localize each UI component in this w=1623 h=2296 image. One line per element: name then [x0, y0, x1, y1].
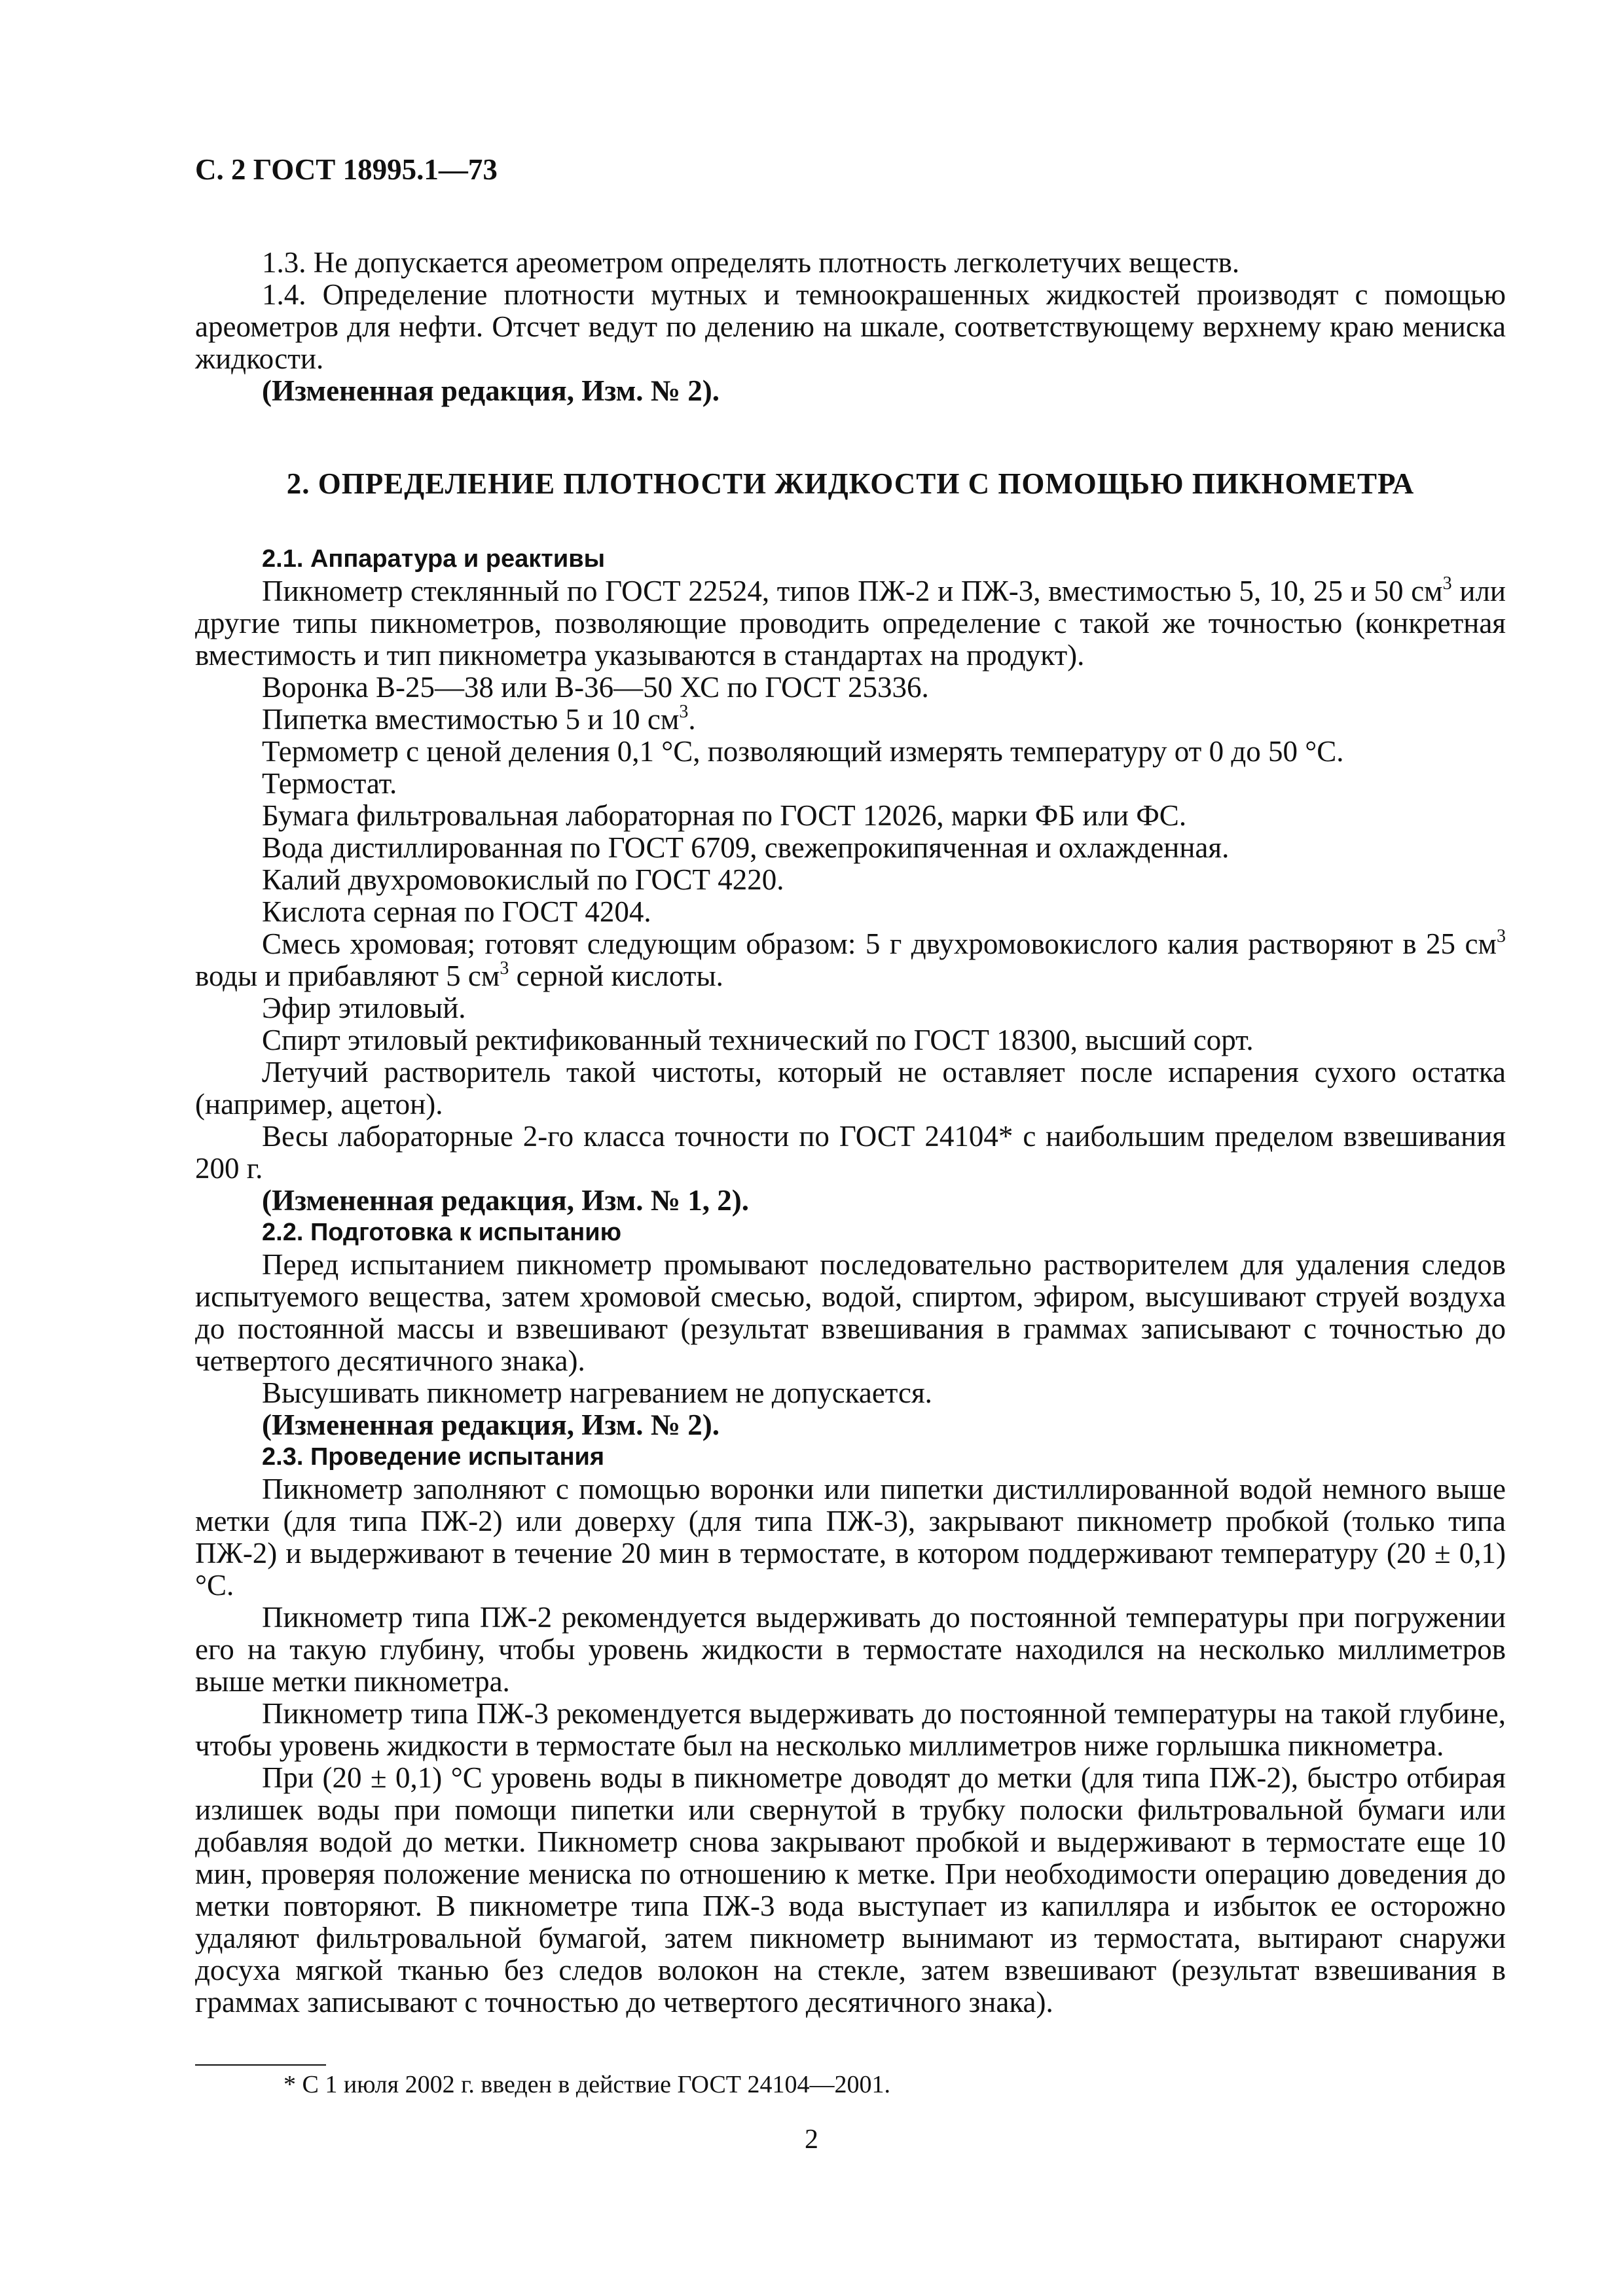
potassium-item: Калий двухромовокислый по ГОСТ 4220.	[262, 863, 784, 896]
procedure-paragraph: При (20 ± 0,1) °С уровень воды в пикнометре доводят до метки (для типа ПЖ-2), быстро отбирая излишек воды при помощи пипетки или свернутой в трубку полоски фильтровальной бумаги или добавляя водой до метки. Пикнометр снова закрывают пробкой и выдерживают в термостате еще 10 мин, проверяя положение мениска по отношению к метке. При необходимости операцию доведения до метки повторяют. В пикнометре типа ПЖ-3 вода выступает из капилляра и избыток ее осторожно удаляют фильтровальной бумагой, затем пикнометр вынимают из термостата, вытирают снаружи досуха мягкой тканью без следов волокон на стекле, затем взвешивают (результат взвешивания в граммах записывают с точностью до четвертого десятичного знака).	[195, 1761, 1506, 2018]
amendment-note: (Измененная редакция, Изм. № 2).	[262, 1408, 720, 1441]
filter-paper-item: Бумага фильтровальная лабораторная по ГОСТ 12026, марки ФБ или ФС.	[262, 799, 1187, 832]
subsection-2-1-title: 2.1. Аппаратура и реактивы	[262, 545, 606, 573]
water-item: Вода дистиллированная по ГОСТ 6709, свежепрокипяченная и охлажденная.	[262, 831, 1230, 864]
solvent-item: Летучий растворитель такой чистоты, который не оставляет после испарения сухого остатка (например, ацетон).	[195, 1056, 1506, 1121]
footnote-divider	[195, 2064, 326, 2066]
amendment-note: (Измененная редакция, Изм. № 1, 2).	[262, 1184, 750, 1217]
amendment-note: (Измененная редакция, Изм. № 2).	[262, 374, 720, 407]
thermostat-item: Термостат.	[262, 767, 397, 800]
spirit-item: Спирт этиловый ректификованный технический по ГОСТ 18300, высший сорт.	[262, 1024, 1254, 1056]
pipette-item: Пипетка вместимостью 5 и 10 $см^3$.	[262, 702, 696, 736]
page-header: С. 2 ГОСТ 18995.1—73	[195, 153, 498, 186]
scales-item: Весы лабораторные 2-го класса точности по ГОСТ 24104* с наибольшим пределом взвешивания 200 г.	[195, 1120, 1506, 1185]
procedure-paragraph: Пикнометр типа ПЖ-3 рекомендуется выдерживать до постоянной температуры на такой глубине, чтобы уровень жидкости в термостате был на несколько миллиметров ниже горлышка пикнометра.	[195, 1697, 1506, 1762]
funnel-item: Воронка В-25—38 или В-36—50 ХС по ГОСТ 25336.	[262, 671, 929, 704]
subsection-2-2-title: 2.2. Подготовка к испытанию	[262, 1219, 622, 1246]
clause-1-4: 1.4. Определение плотности мутных и темноокрашенных жидкостей производят с помощью ареометров для нефти. Отсчет ведут по делению на шкале, соответствующему верхнему краю мениска жидкости.	[195, 278, 1506, 375]
preparation-paragraph: Перед испытанием пикнометр промывают последовательно растворителем для удаления следов испытуемого вещества, затем хромовой смесью, водой, спиртом, эфиром, высушивают струей воздуха до постоянной массы и взвешивают (результат взвешивания в граммах записывают с точностью до четвертого десятичного знака).	[195, 1248, 1506, 1377]
procedure-paragraph: Пикнометр типа ПЖ-2 рекомендуется выдерживать до постоянной температуры при погружении его на такую глубину, чтобы уровень жидкости в термостате находился на несколько миллиметров выше метки пикнометра.	[195, 1601, 1506, 1698]
procedure-paragraph: Пикнометр заполняют с помощью воронки или пипетки дистиллированной водой немного выше метки (для типа ПЖ-2) или доверху (для типа ПЖ-3), закрывают пикнометр пробкой (только типа ПЖ-2) и выдерживают в течение 20 мин в термостате, в котором поддерживают температуру (20 ± 0,1) °С.	[195, 1473, 1506, 1602]
acid-item: Кислота серная по ГОСТ 4204.	[262, 895, 651, 928]
ether-item: Эфир этиловый.	[262, 992, 466, 1024]
document-page	[195, 154, 1506, 2100]
thermometer-item: Термометр с ценой деления 0,1 °С, позволяющий измерять температуру от 0 до 50 °С.	[262, 735, 1344, 768]
section-2-title: 2. ОПРЕДЕЛЕНИЕ ПЛОТНОСТИ ЖИДКОСТИ С ПОМОЩЬЮ ПИКНОМЕТРА	[286, 467, 1415, 500]
footnote: * С 1 июля 2002 г. введен в действие ГОСТ 24104—2001.	[283, 2071, 891, 2098]
page-number: 2	[805, 2125, 818, 2155]
pycnometer-item: Пикнометр стеклянный по ГОСТ 22524, типов ПЖ-2 и ПЖ-3, вместимостью 5, 10, 25 и 50 $см^3$ или другие типы пикнометров, позволяющие проводить определение с такой же точностью (конкретная вместимость и тип пикнометра указываются в стандартах на продукт).	[195, 573, 1506, 672]
clause-1-3: 1.3. Не допускается ареометром определять плотность легколетучих веществ.	[262, 246, 1240, 279]
chromic-mix-item: Смесь хромовая; готовят следующим образом: 5 г двухромовокислого калия растворяют в 25 $см^3$ воды и прибавляют 5 $см^3$ серной кислоты.	[195, 926, 1506, 992]
subsection-2-3-title: 2.3. Проведение испытания	[262, 1443, 605, 1471]
preparation-paragraph: Высушивать пикнометр нагреванием не допускается.	[262, 1376, 932, 1409]
